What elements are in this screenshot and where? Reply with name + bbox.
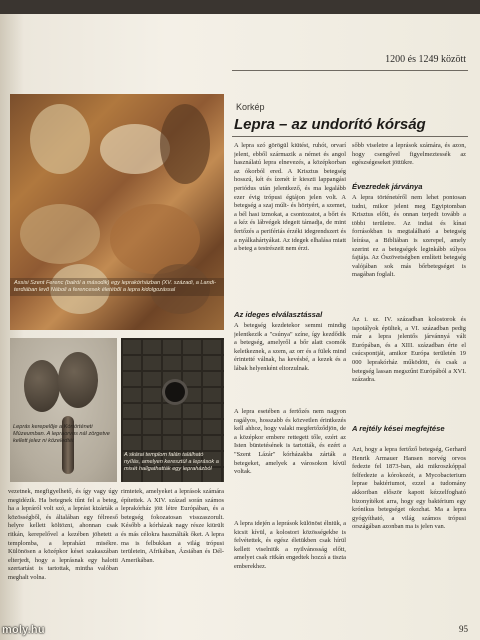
- article-col1-para3: A lepra esetében a fertőzés nem nagyon ragályos, hosszabb és közvetlen érintkezés kell ahhoz, hogy valaki megfertőződjön, de a középkor embere rettegett tőle, ezért az Isten büntetésének is tartották, és ezért a "Szent Lázár" kórházakba zárták a betegeket, amelyek a városokon kívül voltak.: [234, 408, 346, 476]
- article-col2-para4: Azt, hogy a lepra fertőző betegség, Gerhard Henrik Armauer Hansen norvég orvos fedezte fel 1873-ban, aki mikroszkóppal felfedezte a kórokozót, a Mycobacterium leprae baktériumot, ezzel a tudomány akkoriban először kapott kézzelfogható bizonyítékot arra, hogy egy baktérium egy krónikus betegséget okozhat. Ma a lepra gyógyítható, a világ számos trópusi országában azonban ma is jelen van.: [352, 446, 466, 531]
- middle-column-text: rimtetek, amelyeket a leprások számára építettek. A XIV. század során számos leprakórház jött létre Európában, és a betegség fokozatosan visszaszorult. Később a kórházak nagy része kiürült és más célokra használták őket. A lepra ma is felbukkan a világ trópusi területein, Afrikában, Ázsiában és Dél-Amerikában.: [121, 488, 224, 564]
- wall-opening: [165, 382, 185, 402]
- article-col2-para2: A lepra történetéről nem lehet pontosan tudni, mikor jelent meg Egyiptomban Krisztus előtt, és onnan terjedt tovább a többi területre. Az indiai és kínai forrásokban is megtalálható a betegség leírása, a Bibliában is szerepel, amely szerint ez a betegségek leginkább súlyos fajtája. Az Ószövetségben említett betegség valójában sok más bőrbetegséget is magában foglalt.: [352, 194, 466, 279]
- korkep-label: Korkép: [236, 102, 265, 112]
- rattle-photo: [10, 338, 117, 482]
- subhead-elvalasztas: Az ideges elválasztással: [234, 310, 323, 319]
- page-number: 95: [459, 624, 468, 634]
- subhead-evezredek: Évezredek járványa: [352, 182, 423, 191]
- subhead-rejtely: A rejtély kései megfejtése: [352, 424, 445, 433]
- watermark-text: moly.hu: [2, 624, 45, 636]
- fresco-caption: Assisi Szent Ferenc (balról a második) egy leprakórházban (XV. századi, a Landi-terdiában levő Náboli a ferencesek életéből a lepra kidolgozással: [10, 278, 224, 296]
- rattle-paddle-left: [24, 360, 60, 412]
- title-rule: [232, 136, 468, 137]
- header-rule: [232, 70, 468, 71]
- article-col2-para1: sőbb viseletre a leprások számára, és azon, hogy csengővel figyelmeztessék az egészségeseket jöttükre.: [352, 142, 466, 167]
- article-col1-para1: A lepra szó görögül kiütést, ruhót, orvarí jelent, ebből származik a német és angol használatú lepra elnevezés, a középkorban az ókorból ered. A Krisztus betegség hosszú, két és ízenét ír kieszti lappangási periódus után jelentkező, és ma legalább ezer évig trópusi égtájon jelen volt. A betegség a szaj múlt- és hörtyért, a szemet, a bél hasi izmokat, a csontozatot, a bőrt és a kéz és lábvégek idegeit támadja, de mint fertőzés a perifériás érzéki idegrendszert és a nyálkahártyákat. Az idegek elhalása miatt a beteg a testrészeit nem érzi.: [234, 142, 346, 253]
- wall-caption: A skárai templom falán található nyílás, amelyen keresztül a leprások a misét hallgathatták egy lepraházból: [124, 452, 219, 472]
- article-title: Lepra – az undorító kórság: [234, 116, 426, 133]
- header-date-range: 1200 és 1249 között: [385, 54, 466, 65]
- rattle-caption: Leprás kerepelője a Kórtörténeti Múzeumban. A lepraorvos nál zörgetve kellett jelez ni közeledtét: [13, 424, 110, 444]
- article-col2-para3: Az i. sz. IV. században kolostorok és ispotályok épültek, a VI. században pedig már a lepra jelentős járvánnyá vált Európában, és a XIII. században érte el csúcspontját, amikor Európa területén 19 000 leprakórház működött, és csak a betegség lassan megszűnt Európából a XVI. századra.: [352, 316, 466, 384]
- scan-background: [0, 0, 480, 14]
- left-column-text: vezetnek, megfigyelhető, és így vagy úgy megidézik. Ha betegnek tűnt fel a beteg, ha a lepráról volt szó, a leprást kizárták a közösségből, és általában egy félreeső helyre kellett költözni, ahonnan csak ritkán, kerepelővel a kezében jöhetett a templomba, a lepraházi misékre. Különösen a középkor kései szakaszában elterjedt, hogy a leprásnak egy halotti szertartást is tartottak, mintha valóban meghalt volna.: [8, 488, 118, 581]
- article-col1-para4: A lepra idején a leprások különöst élniük, a kicsit kívül, a kolostori közösségekbe is felvétettek, és egész életükben csak hírül kellett viselniük a nyilvánosság előtt, amelyet csak ritkán engedtek hozzá a tiszta emberekhez.: [234, 520, 346, 570]
- article-col1-para2: A betegség kezdetekor semmi mindig jelentkezik a "csúnya" színe, így kezdődik a betegség, amelyről a bőr alatt csomók keletkeznek, a szem, az orr és a fülek mind érintetté válnak, ha kevésbé, a kezek és a lábak helyenként eltorzulnak.: [234, 322, 346, 372]
- rattle-paddle-right: [58, 352, 98, 408]
